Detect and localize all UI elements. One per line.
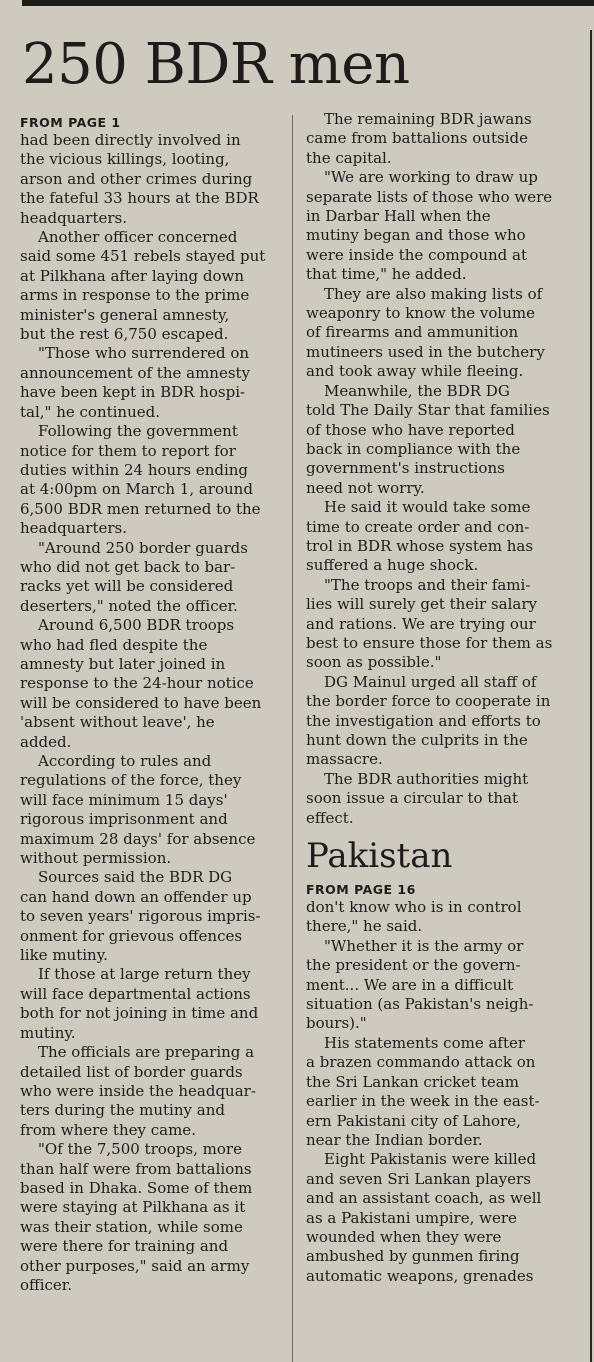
paragraph [20,868,282,965]
paragraph [20,131,282,228]
text-line: The officials are preparing a [38,1043,255,1062]
text-line: arms in response to the prime [20,286,250,305]
text-line: based in Dhaka. Some of them [20,1178,253,1197]
text-line: best to ensure those for them as [306,633,553,652]
text-line: said some 451 rebels stayed put [20,247,266,266]
text-line: don't know who is in control [306,898,522,917]
text-line: who had fled despite the [20,635,208,654]
text-line: Meanwhile, the BDR DG [324,381,510,400]
text-line: had been directly involved in [20,131,241,149]
text-line: ment... We are in a difficult [306,975,514,994]
text-line: the border force to cooperate in [306,692,551,711]
text-line: came from battalions outside [306,129,528,148]
text-line: can hand down an offender up [20,887,252,906]
text-line: the vicious killings, looting, [20,150,230,169]
text-line: that time," he added. [306,265,467,284]
text-line: "Those who surrendered on [38,344,250,363]
pakistan-headline: Pakistan [306,836,453,877]
text-line: racks yet will be considered [20,577,234,596]
paragraph [20,344,282,422]
text-line: like mutiny. [20,946,108,965]
column-divider [292,115,293,1362]
paragraph [306,673,568,770]
text-line: situation (as Pakistan's neigh- [306,995,534,1014]
pakistan-jump-line: FROM PAGE 16 [306,882,416,898]
text-line: was their station, while some [20,1217,243,1236]
text-line: were staying at Pilkhana as it [20,1198,246,1217]
article-column-1 [20,115,282,1295]
text-line: Sources said the BDR DG [38,868,233,887]
text-line: mutiny. [20,1023,76,1042]
article-column-2 [306,110,568,1286]
text-line: "Whether it is the army or [324,936,524,955]
text-line: the capital. [306,148,392,167]
text-line: a brazen commando attack on [306,1053,536,1072]
paragraph [20,965,282,1043]
text-line: "We are working to draw up [324,168,538,187]
text-line: at 4:00pm on March 1, around [20,480,253,499]
text-line: soon as possible." [306,653,442,672]
text-line: in Darbar Hall when the [306,207,491,226]
text-line: DG Mainul urged all staff of [324,672,537,691]
text-line: effect. [306,808,354,827]
text-line: rigorous imprisonment and [20,810,228,829]
text-line: minister's general amnesty, [20,305,230,324]
text-line: automatic weapons, grenades [306,1266,534,1285]
text-line: lies will surely get their salary [306,595,537,614]
text-line: the president or the govern- [306,956,521,975]
text-line: there," he said. [306,917,423,936]
text-line: need not worry. [306,478,425,497]
right-border-rule [590,30,592,1362]
text-line: ters during the mutiny and [20,1101,225,1120]
text-line: bours)." [306,1014,367,1033]
text-line: near the Indian border. [306,1130,483,1149]
text-line: were there for training and [20,1237,229,1256]
paragraph [306,1150,568,1286]
text-line: tal," he continued. [20,402,160,421]
text-line: 6,500 BDR men returned to the [20,499,261,518]
paragraph [306,1034,568,1150]
paragraph [20,752,282,868]
paragraph [306,770,568,828]
paragraph [306,576,568,673]
text-line: According to rules and [38,752,212,770]
paragraph [20,422,282,538]
text-line: 'absent without leave', he [20,713,215,732]
text-line: from where they came. [20,1120,196,1139]
paragraph [306,110,568,168]
text-line: other purposes," said an army [20,1256,250,1275]
paragraph [306,168,568,284]
text-line: "Around 250 border guards [38,538,248,557]
text-line: without permission. [20,849,172,868]
text-line: and an assistant coach, as well [306,1189,542,1208]
text-line: His statements come after [324,1033,526,1052]
text-line: added. [20,732,72,751]
text-line: mutiny began and those who [306,226,526,245]
text-line: as a Pakistani umpire, were [306,1208,517,1227]
text-line: detailed list of border guards [20,1062,243,1081]
text-line: who did not get back to bar- [20,557,236,576]
text-line: will face departmental actions [20,984,251,1003]
text-line: time to create order and con- [306,517,530,536]
text-line: trol in BDR whose system has [306,536,534,555]
text-line: who were inside the headquar- [20,1081,256,1100]
column-1-body [20,131,282,1295]
text-line: government's instructions [306,459,505,478]
text-line: soon issue a circular to that [306,789,518,808]
text-line: headquarters. [20,519,127,538]
jump-line: FROM PAGE 1 [20,115,121,130]
text-line: The remaining BDR jawans [324,110,532,128]
text-line: both for not joining in time and [20,1004,259,1023]
paragraph [20,539,282,617]
text-line: suffered a huge shock. [306,556,479,575]
text-line: notice for them to report for [20,441,236,460]
text-line: officer. [20,1275,73,1294]
text-line: headquarters. [20,208,127,227]
text-line: massacre. [306,750,383,769]
text-line: amnesty but later joined in [20,654,226,673]
text-line: and rations. We are trying our [306,614,536,633]
text-line: Eight Pakistanis were killed [324,1150,537,1169]
text-line: ern Pakistani city of Lahore, [306,1111,521,1130]
text-line: "The troops and their fami- [324,575,531,594]
text-line: and took away while fleeing. [306,362,524,381]
text-line: Another officer concerned [38,228,238,247]
text-line: earlier in the week in the east- [306,1092,540,1111]
text-line: separate lists of those who were [306,187,553,206]
text-line: response to the 24-hour notice [20,674,254,693]
text-line: The BDR authorities might [324,769,529,788]
text-line: He said it would take some [324,498,531,517]
text-line: and seven Sri Lankan players [306,1169,531,1188]
paragraph [306,898,568,937]
text-line: will be considered to have been [20,693,262,712]
top-rule [22,0,594,6]
paragraph [306,937,568,1034]
paragraph [20,1140,282,1295]
pakistan-body [306,898,568,1286]
headline: 250 BDR men [22,32,410,97]
text-line: announcement of the amnesty [20,363,251,382]
text-line: wounded when they were [306,1227,502,1246]
text-line: were inside the compound at [306,245,528,264]
paragraph [306,382,568,498]
text-line: the investigation and efforts to [306,711,541,730]
text-line: told The Daily Star that families [306,401,550,420]
text-line: "Of the 7,500 troops, more [38,1140,242,1159]
paragraph [20,616,282,752]
text-line: ambushed by gunmen firing [306,1247,520,1266]
text-line: at Pilkhana after laying down [20,266,245,285]
text-line: maximum 28 days' for absence [20,829,256,848]
paragraph [20,1043,282,1140]
paragraph [306,498,568,576]
column-2-body [306,110,568,828]
text-line: If those at large return they [38,965,251,984]
paragraph [20,228,282,344]
text-line: hunt down the culprits in the [306,731,528,749]
paragraph [306,285,568,382]
text-line: but the rest 6,750 escaped. [20,325,229,344]
text-line: onment for grievous offences [20,926,243,945]
text-line: Around 6,500 BDR troops [38,616,235,635]
text-line: Following the government [38,422,238,441]
text-line: mutineers used in the butchery [306,342,545,361]
text-line: of those who have reported [306,420,515,439]
text-line: will face minimum 15 days' [20,790,228,809]
text-line: to seven years' rigorous impris- [20,907,261,926]
text-line: deserters," noted the officer. [20,596,238,615]
text-line: back in compliance with the [306,439,521,458]
text-line: arson and other crimes during [20,169,253,188]
text-line: regulations of the force, they [20,771,242,790]
text-line: duties within 24 hours ending [20,460,249,479]
text-line: weaponry to know the volume [306,304,535,323]
text-line: have been kept in BDR hospi- [20,383,246,402]
text-line: of firearms and ammunition [306,323,519,342]
text-line: than half were from battalions [20,1159,252,1178]
text-line: the fateful 33 hours at the BDR [20,189,259,208]
text-line: They are also making lists of [324,284,543,303]
text-line: the Sri Lankan cricket team [306,1072,519,1091]
